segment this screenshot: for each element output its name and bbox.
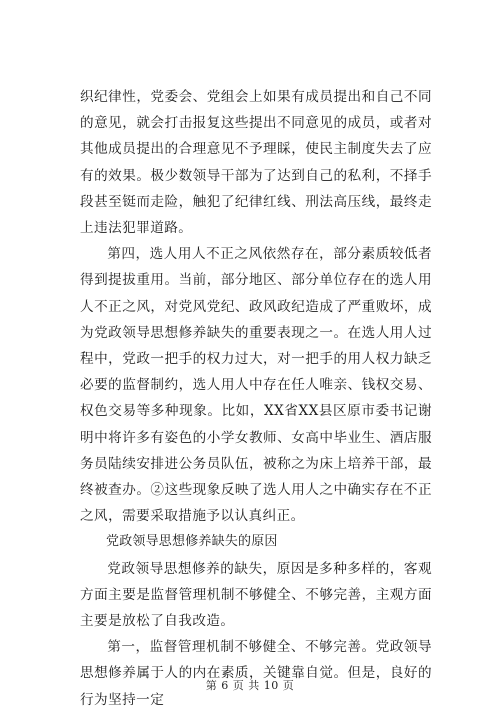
paragraph-first-cause: 第一，监督管理机制不够健全、不够完善。党政领导思想修养属于人的内在素质，关键靠自觉。但是，良好的行为坚持一定	[80, 639, 432, 708]
paragraph-continuation: 织纪律性，党委会、党组会上如果有成员提出和自己不同的意见，就会打击报复这些提出不同意见的成员，或者对其他成员提出的合理意见不予理睬，使民主制度失去了应有的效果。极少数领导干部为了达到自己的私利，不择手段甚至铤而走险，触犯了纪律红线、刑法高压线，最终走上违法犯罪道路。	[80, 89, 432, 237]
page-footer: 第 6 页 共 10 页	[205, 679, 295, 692]
paragraph-causes-intro: 党政领导思想修养的缺失，原因是多种多样的，客观方面主要是监督管理机制不够健全、不够完善，主观方面主要是放松了自我改造。	[80, 560, 432, 630]
section-heading: 党政领导思想修养缺失的原因	[106, 534, 278, 550]
paragraph-fourth-point: 第四，选人用人不正之风依然存在，部分素质较低者得到提拔重用。当前，部分地区、部分单位存在的选人用人不正之风，对党风党纪、政风政纪造成了严重败坏，成为党政领导思想修养缺失的重要表现之一。在选人用人过程中，党政一把手的权力过大，对一把手的用人权力缺乏必要的监督制约，选人用人中存在任人唯亲、钱权交易、权色交易等多种现象。比如，XX省XX县区原市委书记谢明中将许多有姿色的小学女教师、女高中毕业生、酒店服务员陆续安排进公务员队伍，被称之为床上培养干部，最终被查办。②这些现象反映了选人用人之中确实存在不正之风，需要采取措施予以认真纠正。	[80, 246, 432, 525]
body-text	[80, 84, 432, 713]
